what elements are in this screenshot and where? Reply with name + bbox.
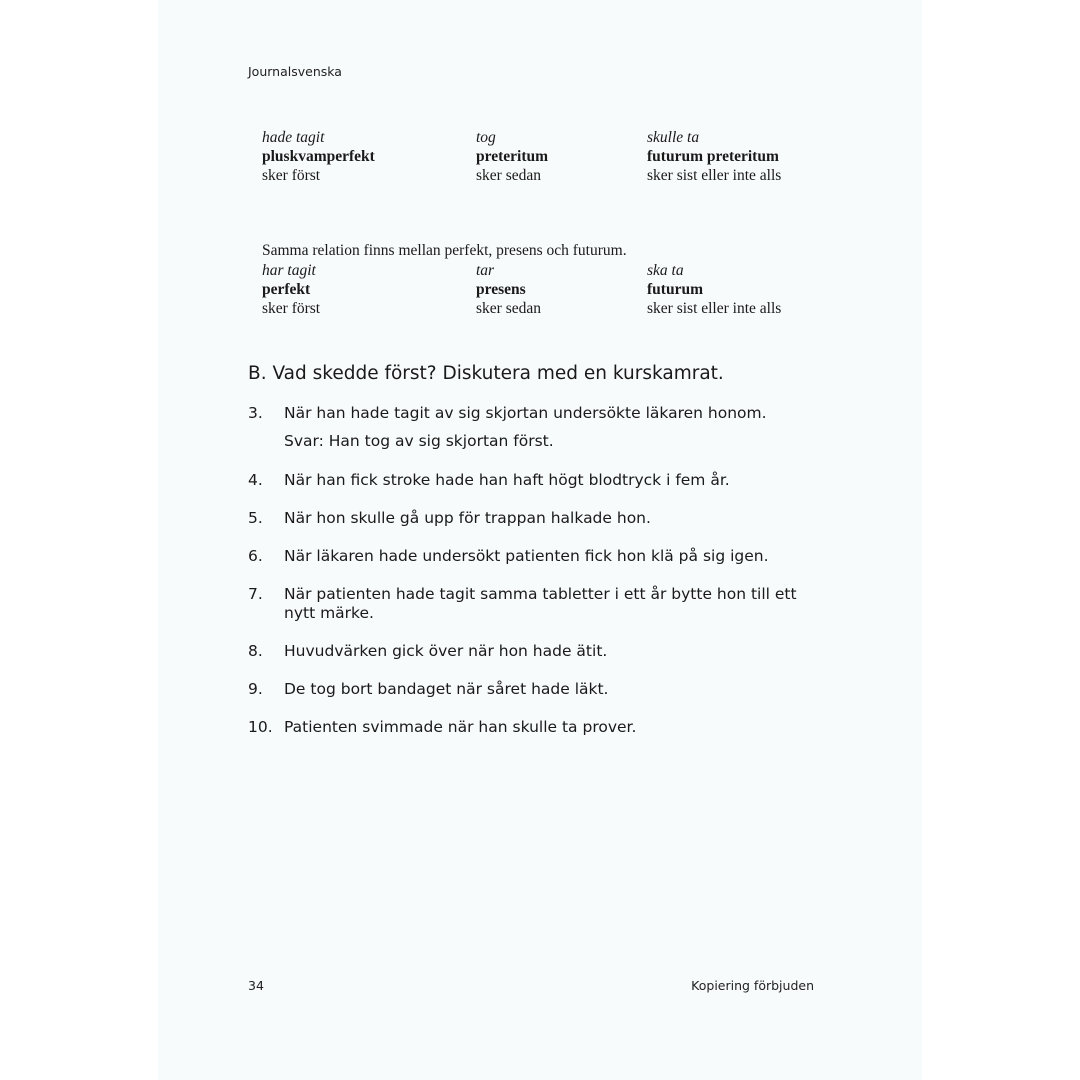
item-text: När han hade tagit av sig skjortan undersökte läkaren honom. (284, 404, 767, 422)
item-text: Patienten svimmade när han skulle ta prover. (284, 718, 637, 736)
item-number: 4. (248, 471, 263, 489)
item-text: När läkaren hade undersökt patienten fick hon klä på sig igen. (284, 547, 769, 565)
tense-column (476, 261, 541, 318)
item-text: De tog bort bandaget när såret hade läkt. (284, 680, 609, 698)
item-number: 10. (248, 718, 273, 736)
item-text: Huvudvärken gick över när hon hade ätit. (284, 642, 608, 660)
tense-example: tar (476, 262, 495, 279)
tense-column (262, 128, 375, 185)
answer-example: Svar: Han tog av sig skjortan först. (284, 432, 554, 450)
item-number: 7. (248, 585, 263, 603)
copyright-notice: Kopiering förbjuden (691, 978, 814, 993)
item-text: När han fick stroke hade han haft högt blodtryck i fem år. (284, 471, 730, 489)
tense-description: sker först (262, 300, 321, 317)
tense-example: har tagit (262, 262, 316, 279)
document-page (158, 0, 922, 1080)
tense-name: futurum (647, 281, 703, 298)
section-title: B. Vad skedde först? Diskutera med en kurskamrat. (248, 363, 724, 384)
tense-name: presens (476, 281, 526, 298)
item-number: 8. (248, 642, 263, 660)
item-text: När patienten hade tagit samma tabletter i ett år bytte hon till ett nytt märke. (284, 585, 797, 622)
tense-name: pluskvamperfekt (262, 148, 375, 165)
tense-description: sker sist eller inte alls (647, 167, 782, 184)
tense-name: perfekt (262, 281, 311, 298)
tense-column (476, 128, 548, 185)
tense-example: tog (476, 129, 496, 146)
item-number: 5. (248, 509, 263, 527)
intro-sentence: Samma relation finns mellan perfekt, presens och futurum. (262, 242, 627, 259)
item-number: 6. (248, 547, 263, 565)
tense-example: hade tagit (262, 129, 325, 146)
tense-description: sker sedan (476, 300, 541, 317)
tense-column (262, 261, 320, 318)
tense-description: sker sist eller inte alls (647, 300, 782, 317)
running-header: Journalsvenska (248, 64, 342, 79)
item-number: 3. (248, 404, 263, 422)
tense-example: ska ta (647, 262, 684, 279)
tense-column (647, 261, 781, 318)
item-number: 9. (248, 680, 263, 698)
tense-example: skulle ta (647, 129, 700, 146)
tense-name: futurum preteritum (647, 148, 779, 165)
tense-column (647, 128, 781, 185)
page-number: 34 (248, 978, 264, 993)
tense-description: sker sedan (476, 167, 541, 184)
tense-description: sker först (262, 167, 321, 184)
tense-name: preteritum (476, 148, 549, 165)
item-text: När hon skulle gå upp för trappan halkade hon. (284, 509, 651, 527)
